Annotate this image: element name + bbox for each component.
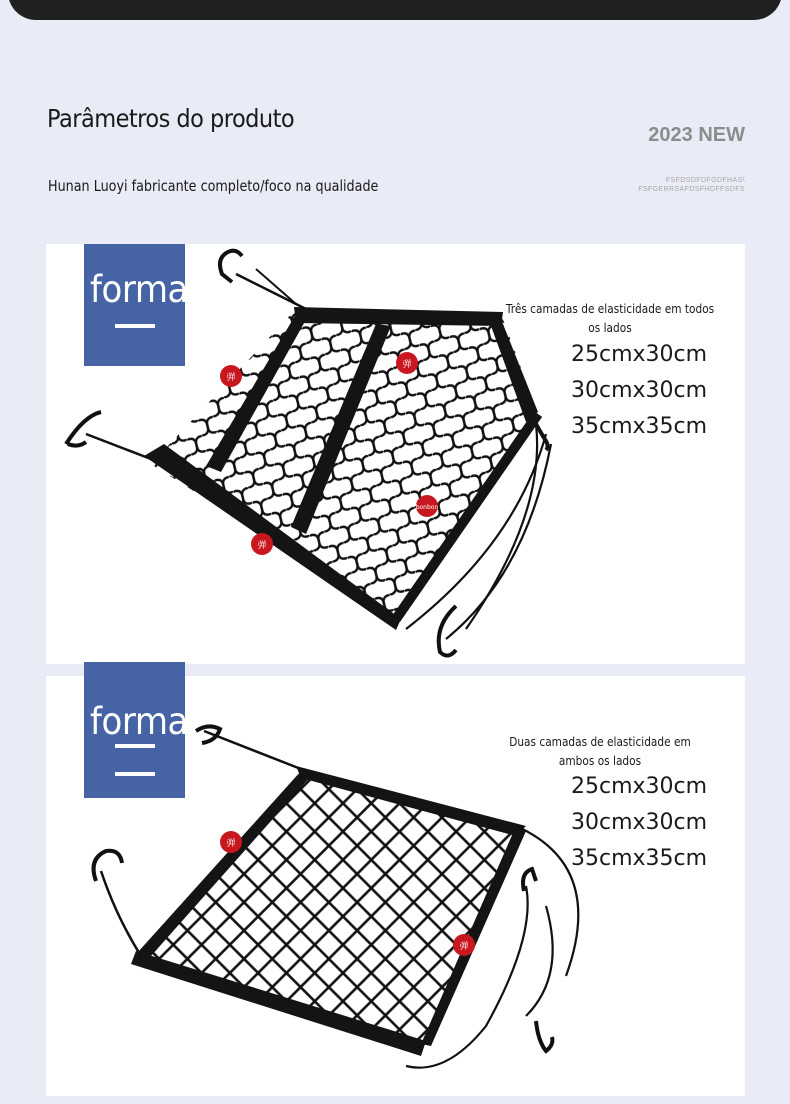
size-option: 25cmx30cm (571, 342, 708, 367)
page-subtitle: Hunan Luoyi fabricante completo/foco na qualidade (48, 177, 379, 195)
forma-tag-label: forma (90, 268, 188, 311)
elastic-badge: 弹 (226, 839, 236, 849)
size-option: 30cmx30cm (571, 810, 708, 835)
elastic-badge: 弹 (459, 942, 469, 952)
size-list (571, 772, 707, 880)
tag-underline (115, 744, 155, 748)
tag-underline (115, 772, 155, 776)
elasticity-description: Três camadas de elasticidade em todos os lados (505, 302, 715, 335)
new-badge: 2023 NEW (648, 124, 745, 146)
size-option: 35cmx35cm (571, 846, 708, 871)
forma-tag (84, 244, 188, 366)
elastic-badge: bonbon (415, 504, 439, 511)
forma-tag-label: forma (90, 700, 188, 743)
top-dark-bar (8, 0, 782, 20)
size-option: 35cmx35cm (571, 414, 708, 439)
elasticity-description: Duas camadas de elasticidade em ambos os lados (509, 735, 691, 768)
elastic-badge: 弹 (402, 360, 412, 370)
forma-tag (84, 662, 188, 798)
size-option: 25cmx30cm (571, 774, 708, 799)
page-title: Parâmetros do produto (47, 104, 295, 133)
size-list (571, 340, 707, 448)
tag-underline (115, 324, 155, 328)
decorative-code-line: FSFDSDFDFGDFHAS\ (665, 177, 745, 184)
elastic-badge: 弹 (257, 541, 267, 551)
size-option: 30cmx30cm (571, 378, 708, 403)
decorative-code-line: FSFGERRSAFDSFHDFFSDFS (638, 186, 745, 193)
elastic-badge: 弹 (226, 373, 236, 383)
